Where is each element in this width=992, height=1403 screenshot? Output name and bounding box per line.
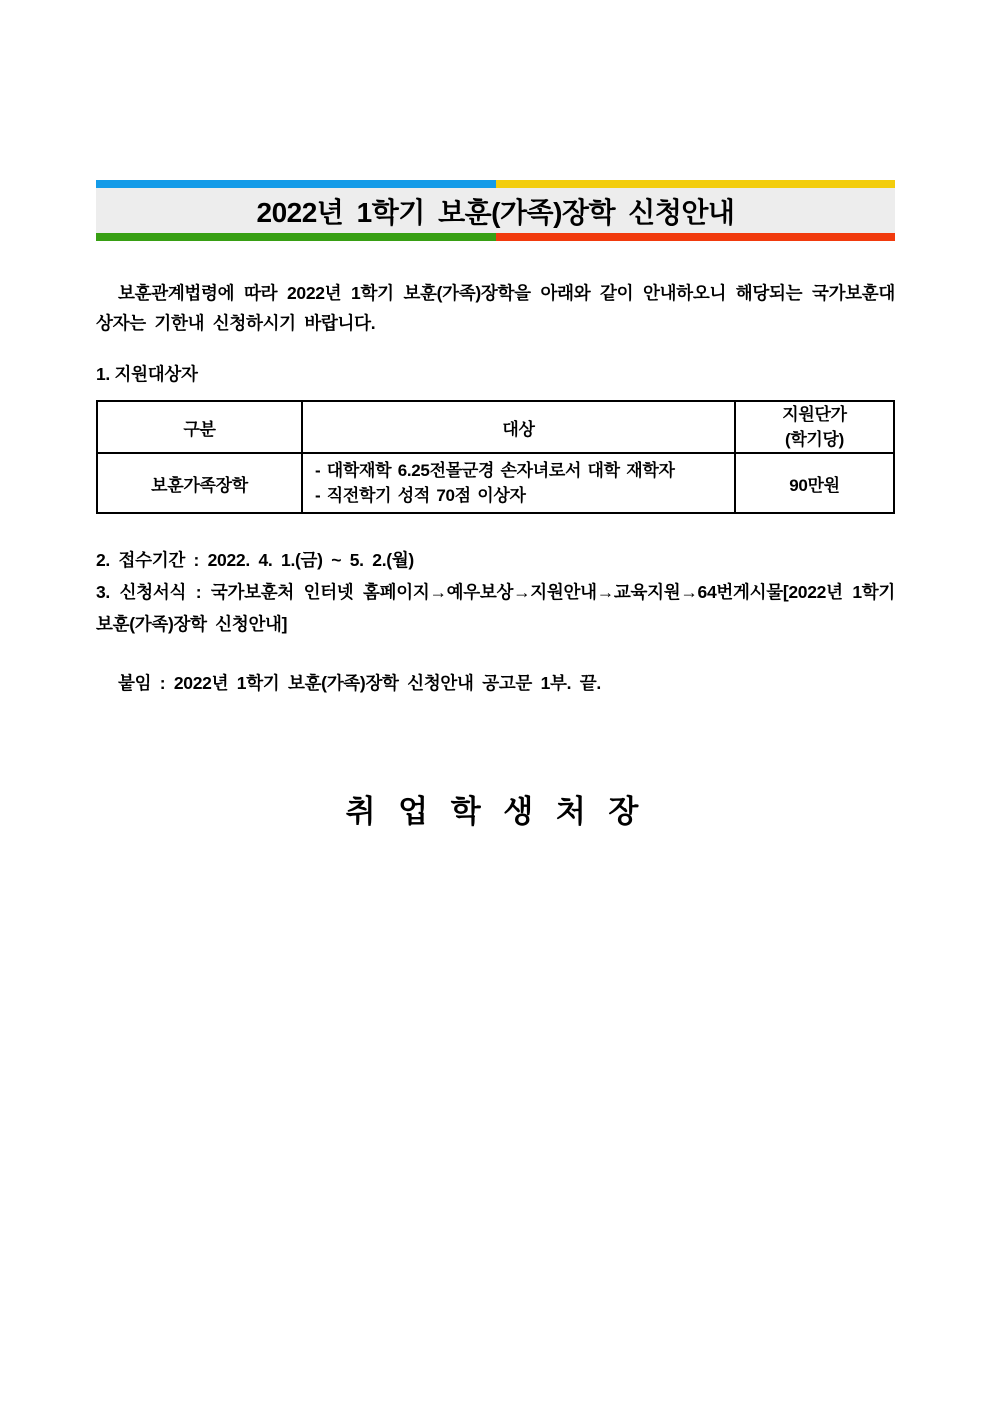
numbered-items	[96, 544, 895, 640]
banner-top-bar	[96, 180, 895, 188]
table-cell-amount: 90만원	[735, 453, 894, 513]
banner-top-bar-blue	[96, 180, 496, 188]
document-content	[0, 180, 992, 831]
criteria-line-1: - 대학재학 6.25전몰군경 손자녀로서 대학 재학자	[315, 461, 675, 480]
table-header-category: 구분	[97, 401, 302, 453]
table-header-target: 대상	[302, 401, 735, 453]
section1-heading: 1. 지원대상자	[96, 364, 198, 384]
table-header-amount-line2: (학기당)	[784, 430, 845, 449]
table-row	[97, 453, 894, 513]
banner-bottom-bar-red	[496, 233, 896, 241]
item-reception-period: 2. 접수기간 : 2022. 4. 1.(금) ~ 5. 2.(월)	[96, 550, 414, 570]
title-band	[96, 188, 895, 233]
support-table	[96, 400, 895, 514]
signature-title: 취 업 학 생 처 장	[345, 794, 646, 829]
intro-paragraph: 보훈관계법령에 따라 2022년 1학기 보훈(가족)장학을 아래와 같이 안내하오니 해당되는 국가보훈대상자는 기한내 신청하시기 바랍니다.	[96, 283, 895, 333]
banner-top-bar-yellow	[496, 180, 896, 188]
banner-bottom-bar-green	[96, 233, 496, 241]
banner-bottom-bar	[96, 233, 895, 241]
table-cell-category: 보훈가족장학	[97, 453, 302, 513]
table-header-row	[97, 401, 894, 453]
item-application-form: 3. 신청서식 : 국가보훈처 인터넷 홈페이지→예우보상→지원안내→교육지원→64번게시물[2022년 1학기 보훈(가족)장학 신청안내]	[96, 582, 895, 634]
header-banner	[96, 180, 895, 241]
criteria-line-2: - 직전학기 성적 70점 이상자	[315, 486, 526, 505]
table-header-amount-line1: 지원단가	[782, 405, 847, 424]
table-cell-criteria	[302, 453, 735, 513]
page-title: 2022년 1학기 보훈(가족)장학 신청안내	[256, 196, 735, 228]
table-header-amount	[735, 401, 894, 453]
attachment-note: 붙임 : 2022년 1학기 보훈(가족)장학 신청안내 공고문 1부. 끝.	[118, 673, 601, 693]
